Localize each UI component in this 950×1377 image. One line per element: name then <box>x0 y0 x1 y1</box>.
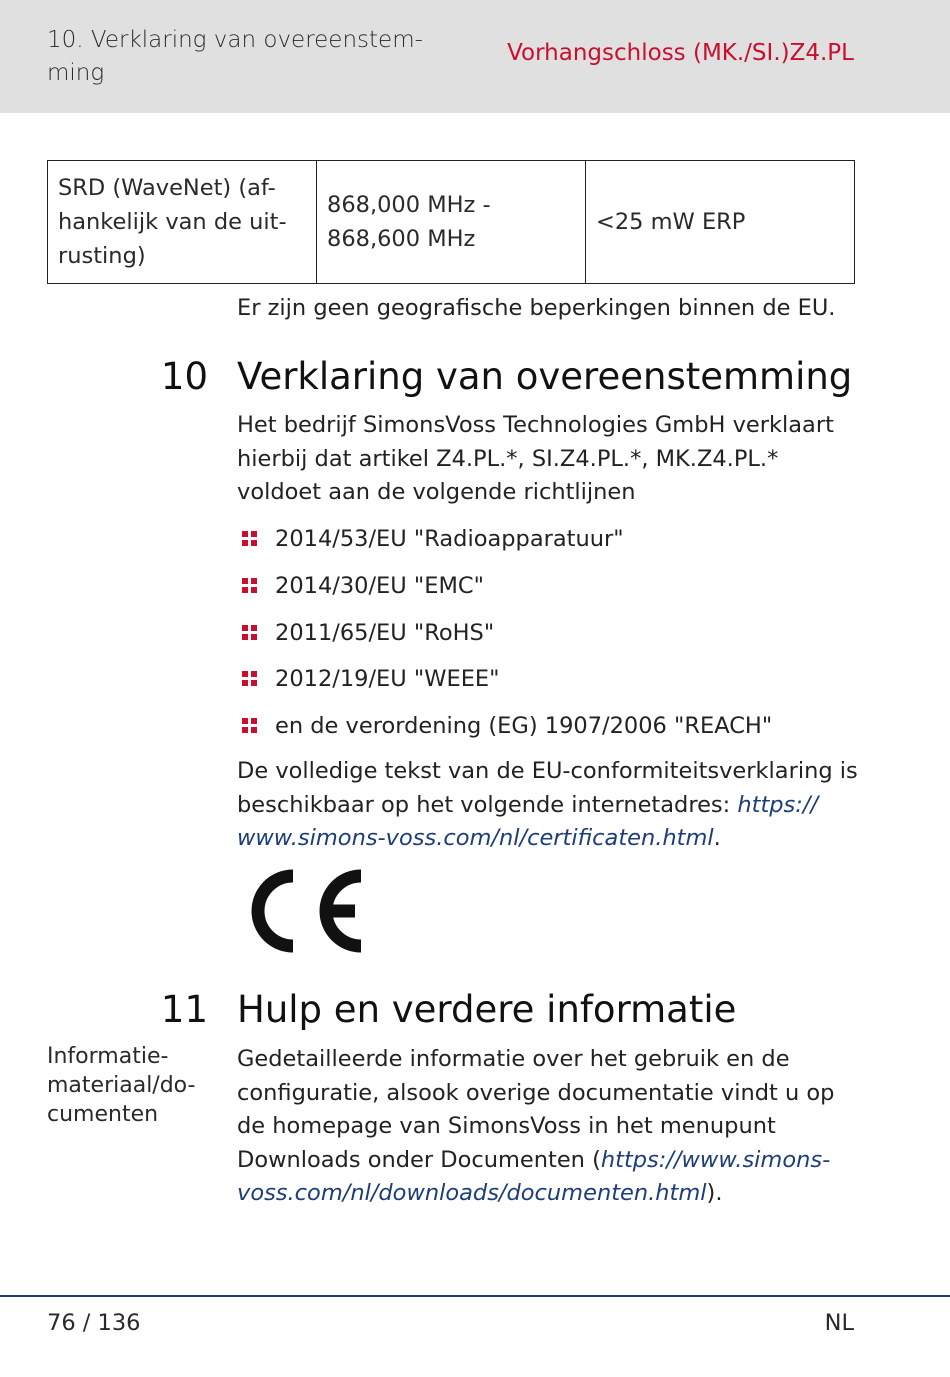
red-square-bullet-icon <box>242 625 258 641</box>
list-item <box>237 569 857 616</box>
help-closing: ). <box>706 1180 723 1206</box>
red-square-bullet-icon <box>242 718 258 734</box>
conformity-text: De volledige tekst van de EU-conformiteitsverklaring is beschikbaar op het volgende internetadres: <box>237 758 858 818</box>
header-product-name: Vorhangschloss (MK./SI.)Z4.PL <box>507 40 854 66</box>
section-11-title: Hulp en verdere informatie <box>237 988 737 1031</box>
downloads-link[interactable]: https://www.simons- voss.com/nl/downloads/documenten.html <box>237 1146 831 1206</box>
red-square-bullet-icon <box>242 578 258 594</box>
section-11-number: 11 <box>160 988 208 1031</box>
band-cell: SRD (WaveNet) (af- hankelijk van de uit- rusting) <box>48 161 317 284</box>
power-cell: <25 mW ERP <box>586 161 855 284</box>
page-header <box>0 0 950 113</box>
list-item <box>237 616 857 663</box>
directive-text: 2011/65/EU "RoHS" <box>275 619 495 646</box>
directive-text: en de verordening (EG) 1907/2006 "REACH" <box>275 713 773 740</box>
language-code: NL <box>824 1310 854 1336</box>
directive-text: 2012/19/EU "WEEE" <box>275 666 500 693</box>
red-square-bullet-icon <box>242 531 258 547</box>
section-10-number: 10 <box>160 355 208 398</box>
red-square-bullet-icon <box>242 671 258 687</box>
conformity-paragraph <box>237 755 862 856</box>
frequency-table <box>47 160 855 284</box>
table-row <box>48 161 855 284</box>
directive-text: 2014/53/EU "Radioapparatuur" <box>275 526 624 552</box>
list-item <box>237 709 857 756</box>
page-number: 76 / 136 <box>47 1310 141 1336</box>
list-item <box>237 662 857 709</box>
directive-list <box>237 522 857 756</box>
list-item <box>237 522 857 569</box>
conformity-period: . <box>713 825 721 851</box>
ce-mark-icon <box>237 864 367 958</box>
geo-note: Er zijn geen geografische beperkingen binnen de EU. <box>237 295 836 321</box>
certificates-link[interactable]: https:// www.simons-voss.com/nl/certificaten.html <box>237 791 819 851</box>
header-section-title: 10. Verklaring van overeenstem- ming <box>47 27 423 86</box>
help-text: Gedetailleerde informatie over het gebruik en de configuratie, alsook overige documentatie vindt u op de homepage van SimonsVoss in het menupunt Downloads onder Documenten ( <box>237 1046 835 1173</box>
side-label: Informatie- materiaal/do- cumenten <box>47 1044 196 1127</box>
help-paragraph <box>237 1043 862 1211</box>
frequency-cell: 868,000 MHz - 868,600 MHz <box>317 161 586 284</box>
directive-text: 2014/30/EU "EMC" <box>275 572 484 599</box>
section-10-intro: Het bedrijf SimonsVoss Technologies GmbH verklaart hierbij dat artikel Z4.PL.*, SI.Z4.PL.*, MK.Z4.PL.* voldoet aan de volgende richtlijnen <box>237 412 834 505</box>
footer-divider <box>0 1295 950 1297</box>
section-10-title: Verklaring van overeenstemming <box>237 355 853 398</box>
